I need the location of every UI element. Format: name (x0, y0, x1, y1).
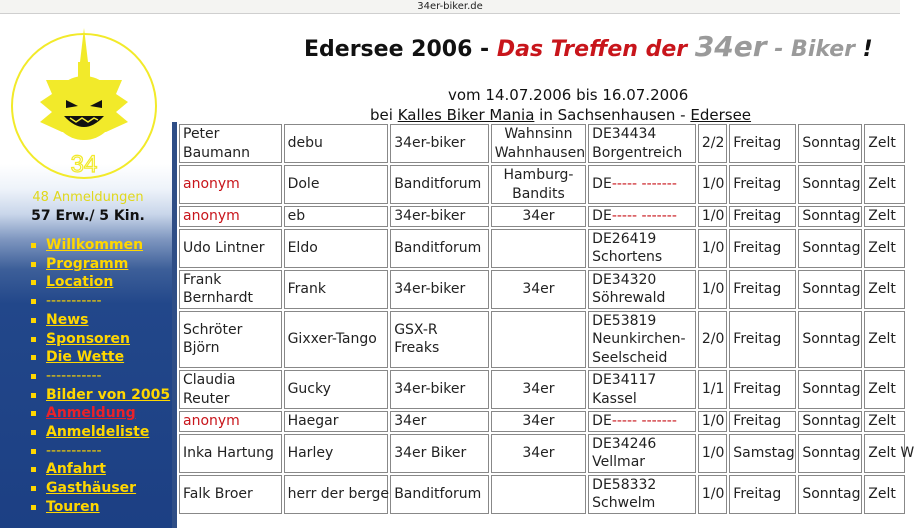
cell-name: Frank Bernhardt (179, 270, 282, 309)
table-row (179, 124, 905, 163)
cell-departure: Sonntag (798, 229, 862, 268)
nav-separator (28, 367, 176, 386)
cell-arrival: Freitag (729, 411, 796, 432)
nav-link[interactable]: Bilder von 2005 (46, 386, 171, 403)
cell-departure: Sonntag (798, 270, 862, 309)
sidebar-nav (28, 236, 176, 517)
table-row (179, 229, 905, 268)
cell-group: Wahnsinn Wahnhausen (491, 124, 586, 163)
nav-separator-text: ----------- (46, 293, 102, 310)
event-dates: vom 14.07.2006 bis 16.07.2006 (448, 86, 689, 104)
nav-link[interactable]: Touren (46, 498, 100, 515)
cell-forum: 34er (390, 411, 489, 432)
cell-name: Udo Lintner (179, 229, 282, 268)
cell-departure: Sonntag (798, 124, 862, 163)
cell-forum: 34er-biker (390, 206, 489, 227)
bullet-icon (31, 430, 36, 435)
cell-forum: Banditforum (390, 165, 489, 204)
bullet-icon (31, 243, 36, 248)
window-title: 34er-biker.de (0, 0, 900, 14)
cell-nickname: Harley (284, 434, 389, 473)
cell-nickname: herr der berge (284, 475, 389, 514)
registration-count: 48 Anmeldungen (32, 190, 144, 205)
nav-separator (28, 292, 176, 311)
nav-item-anmeldeliste[interactable] (28, 423, 176, 442)
bullet-icon (31, 486, 36, 491)
cell-persons: 2/2 (698, 124, 727, 163)
page-title (304, 30, 873, 63)
cell-nickname: Eldo (284, 229, 389, 268)
cell-persons: 2/0 (698, 311, 727, 369)
nav-link[interactable]: Anmeldung (46, 405, 136, 422)
cell-postcode-city: DE53819 Neunkirchen- Seelscheid (588, 311, 696, 369)
nav-separator (28, 442, 176, 461)
nav-link[interactable]: Anfahrt (46, 461, 106, 478)
nav-link[interactable]: Willkommen (46, 237, 144, 253)
bullet-icon (31, 393, 36, 398)
masked-postcode: ----- ------- (611, 176, 677, 193)
cell-nickname: Haegar (284, 411, 389, 432)
cell-group (491, 475, 586, 514)
nav-item-anmeldung[interactable] (28, 404, 176, 423)
venue-link-kalles[interactable]: Kalles Biker Mania (397, 106, 535, 124)
cell-forum: 34er Biker (390, 434, 489, 473)
cell-accommodation: Zelt (864, 311, 905, 369)
nav-item-bilder-von-2005[interactable] (28, 386, 176, 405)
nav-item-news[interactable] (28, 311, 176, 330)
cell-postcode-city: DE----- ------- (588, 165, 696, 204)
nav-item-location[interactable] (28, 273, 176, 292)
cell-arrival: Freitag (729, 370, 796, 409)
cell-nickname: Dole (284, 165, 389, 204)
nav-link[interactable]: Programm (46, 255, 129, 272)
cell-departure: Sonntag (798, 206, 862, 227)
nav-item-anfahrt[interactable] (28, 460, 176, 479)
nav-link[interactable]: Location (46, 274, 114, 291)
masked-postcode: ----- ------- (611, 413, 677, 429)
cell-arrival: Freitag (729, 270, 796, 309)
cell-nickname: Gucky (284, 370, 389, 409)
cell-persons: 1/0 (698, 229, 727, 268)
cell-accommodation: Zelt (864, 229, 905, 268)
title-34er: 34er (694, 30, 767, 63)
cell-nickname: debu (284, 124, 389, 163)
bullet-icon (31, 280, 36, 285)
cell-arrival: Samstag (729, 434, 796, 473)
nav-item-willkommen[interactable] (28, 236, 176, 255)
bullet-icon (31, 355, 36, 360)
cell-group: 34er (491, 206, 586, 227)
cell-arrival: Freitag (729, 206, 796, 227)
table-row (179, 411, 905, 432)
cell-nickname: Frank (284, 270, 389, 309)
cell-forum: GSX-R Freaks (390, 311, 489, 369)
cell-group (491, 229, 586, 268)
table-row (179, 206, 905, 227)
table-row (179, 370, 905, 409)
cell-accommodation: Zelt (864, 270, 905, 309)
cell-accommodation: Zelt (864, 411, 905, 432)
sidebar (0, 14, 176, 528)
cell-nickname: Gixxer-Tango (284, 311, 389, 369)
title-event: Edersee 2006 - (304, 37, 490, 62)
adults-kids-count: 57 Erw./ 5 Kin. (31, 208, 145, 224)
cell-postcode-city: DE26419 Schortens (588, 229, 696, 268)
nav-separator-text: ----------- (46, 367, 102, 384)
cell-name: anonym (179, 206, 282, 227)
cell-postcode-city: DE----- ------- (588, 411, 696, 432)
cell-departure: Sonntag (798, 475, 862, 514)
cell-name: anonym (179, 165, 282, 204)
venue-link-edersee[interactable]: Edersee (690, 106, 752, 124)
nav-link[interactable]: Gasthäuser (46, 480, 137, 497)
table-row (179, 165, 905, 204)
registration-table (177, 122, 914, 516)
nav-item-die-wette[interactable] (28, 348, 176, 367)
nav-separator-text: ----------- (46, 442, 102, 459)
cell-name: Inka Hartung (179, 434, 282, 473)
cell-arrival: Freitag (729, 311, 796, 369)
cell-group (491, 311, 586, 369)
nav-link[interactable]: Die Wette (46, 349, 125, 366)
cell-accommodation: Zelt (864, 206, 905, 227)
cell-departure: Sonntag (798, 434, 862, 473)
bullet-icon (31, 467, 36, 472)
title-tagline: Das Treffen der (496, 37, 688, 62)
cell-persons: 1/0 (698, 206, 727, 227)
cell-postcode-city: DE58332 Schwelm (588, 475, 696, 514)
cell-accommodation: Zelt (864, 165, 905, 204)
table-row (179, 270, 905, 309)
cell-departure: Sonntag (798, 411, 862, 432)
cell-name: Claudia Reuter (179, 370, 282, 409)
nav-item-touren[interactable] (28, 498, 176, 517)
cell-group: 34er (491, 411, 586, 432)
bullet-icon (31, 262, 36, 267)
cell-postcode-city: DE34246 Vellmar (588, 434, 696, 473)
cell-arrival: Freitag (729, 229, 796, 268)
nav-link[interactable]: Anmeldeliste (46, 424, 150, 441)
bullet-icon (31, 374, 36, 379)
table-row (179, 311, 905, 369)
cell-persons: 1/0 (698, 270, 727, 309)
logo-34er-smiley-icon (6, 22, 162, 182)
cell-name: Schröter Björn (179, 311, 282, 369)
cell-accommodation: Zelt W (864, 434, 905, 473)
cell-nickname: eb (284, 206, 389, 227)
cell-arrival: Freitag (729, 124, 796, 163)
cell-postcode-city: DE34117 Kassel (588, 370, 696, 409)
table-row (179, 475, 905, 514)
cell-arrival: Freitag (729, 165, 796, 204)
cell-postcode-city: DE----- ------- (588, 206, 696, 227)
cell-forum: Banditforum (390, 229, 489, 268)
cell-name: anonym (179, 411, 282, 432)
cell-departure: Sonntag (798, 370, 862, 409)
cell-forum: 34er-biker (390, 270, 489, 309)
cell-group: 34er (491, 370, 586, 409)
cell-persons: 1/0 (698, 411, 727, 432)
bullet-icon (31, 505, 36, 510)
cell-group: 34er (491, 270, 586, 309)
bullet-icon (31, 337, 36, 342)
nav-item-gasthäuser[interactable] (28, 479, 176, 498)
cell-persons: 1/0 (698, 165, 727, 204)
cell-name: Peter Baumann (179, 124, 282, 163)
cell-persons: 1/1 (698, 370, 727, 409)
cell-postcode-city: DE34434 Borgentreich (588, 124, 696, 163)
cell-postcode-city: DE34320 Söhrewald (588, 270, 696, 309)
cell-departure: Sonntag (798, 165, 862, 204)
title-biker: - Biker (774, 37, 855, 62)
nav-item-programm[interactable] (28, 255, 176, 274)
cell-group: Hamburg- Bandits (491, 165, 586, 204)
bullet-icon (31, 449, 36, 454)
nav-link[interactable]: News (46, 311, 89, 328)
bullet-icon (31, 299, 36, 304)
cell-group: 34er (491, 434, 586, 473)
cell-persons: 1/0 (698, 434, 727, 473)
logo-text: 34 (70, 151, 98, 178)
cell-forum: 34er-biker (390, 124, 489, 163)
table-row (179, 434, 905, 473)
nav-link[interactable]: Sponsoren (46, 330, 131, 347)
nav-item-sponsoren[interactable] (28, 330, 176, 349)
bullet-icon (31, 411, 36, 416)
venue-prefix: bei (370, 106, 393, 124)
cell-forum: Banditforum (390, 475, 489, 514)
masked-postcode: ----- ------- (611, 208, 677, 224)
cell-forum: 34er-biker (390, 370, 489, 409)
bullet-icon (31, 318, 36, 323)
cell-departure: Sonntag (798, 311, 862, 369)
cell-accommodation: Zelt (864, 370, 905, 409)
cell-name: Falk Broer (179, 475, 282, 514)
title-exclamation: ! (862, 37, 873, 62)
cell-arrival: Freitag (729, 475, 796, 514)
cell-accommodation: Zelt (864, 475, 905, 514)
venue-mid: in Sachsenhausen - (539, 106, 686, 124)
cell-accommodation: Zelt (864, 124, 905, 163)
cell-persons: 1/0 (698, 475, 727, 514)
